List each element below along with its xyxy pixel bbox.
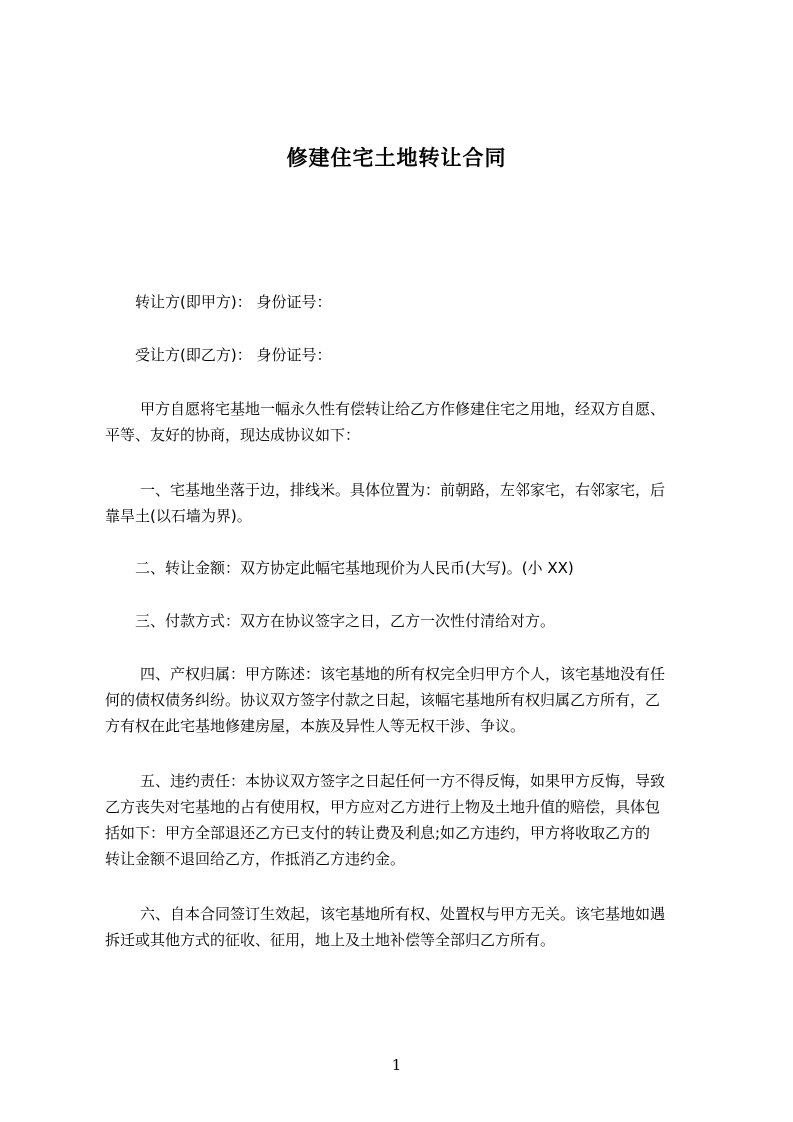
intro-line-1: 甲方自愿将宅基地一幅永久性有偿转让给乙方作修建住宅之用地，经双方自愿、 <box>140 400 666 418</box>
clause-5-line-1: 五、违约责任：本协议双方签字之日起任何一方不得反悔，如果甲方反悔，导致 <box>140 772 666 790</box>
clause-1-line-2: 靠旱土(以石墙为界)。 <box>105 507 252 525</box>
clause-6-line-2: 拆迁或其他方式的征收、征用，地上及土地补偿等全部归乙方所有。 <box>105 931 556 949</box>
party-a-line: 转让方(即甲方)： 身份证号： <box>135 293 332 311</box>
clause-5-line-3: 括如下：甲方全部退还乙方已支付的转让费及利息;如乙方违约，甲方将收取乙方的 <box>105 824 651 842</box>
clause-2-line: 二、转让金额：双方协定此幅宅基地现价为人民币(大写)。(小 XX) <box>135 559 574 577</box>
clause-3-line: 三、付款方式：双方在协议签字之日，乙方一次性付清给对方。 <box>135 612 556 630</box>
clause-5-line-2: 乙方丧失对宅基地的占有使用权，甲方应对乙方进行上物及土地升值的赔偿，具体包 <box>105 798 661 816</box>
contract-title: 修建住宅土地转让合同 <box>286 146 507 170</box>
clause-4-line-3: 方有权在此宅基地修建房屋，本族及异性人等无权干涉、争议。 <box>105 717 526 735</box>
party-b-line: 受让方(即乙方)： 身份证号： <box>135 346 332 364</box>
clause-4-line-2: 何的债权债务纠纷。协议双方签字付款之日起，该幅宅基地所有权归属乙方所有，乙 <box>105 691 661 709</box>
clause-4-line-1: 四、产权归属：甲方陈述：该宅基地的所有权完全归甲方个人，该宅基地没有任 <box>140 665 666 683</box>
clause-6-line-1: 六、自本合同签订生效起，该宅基地所有权、处置权与甲方无关。该宅基地如遇 <box>140 905 666 923</box>
page-number: 1 <box>391 1056 402 1074</box>
clause-5-line-4: 转让金额不退回给乙方，作抵消乙方违约金。 <box>105 850 406 868</box>
intro-line-2: 平等、友好的协商，现达成协议如下： <box>105 426 361 444</box>
clause-1-line-1: 一、宅基地坐落于边，排线米。具体位置为：前朝路，左邻家宅，右邻家宅，后 <box>140 481 666 499</box>
